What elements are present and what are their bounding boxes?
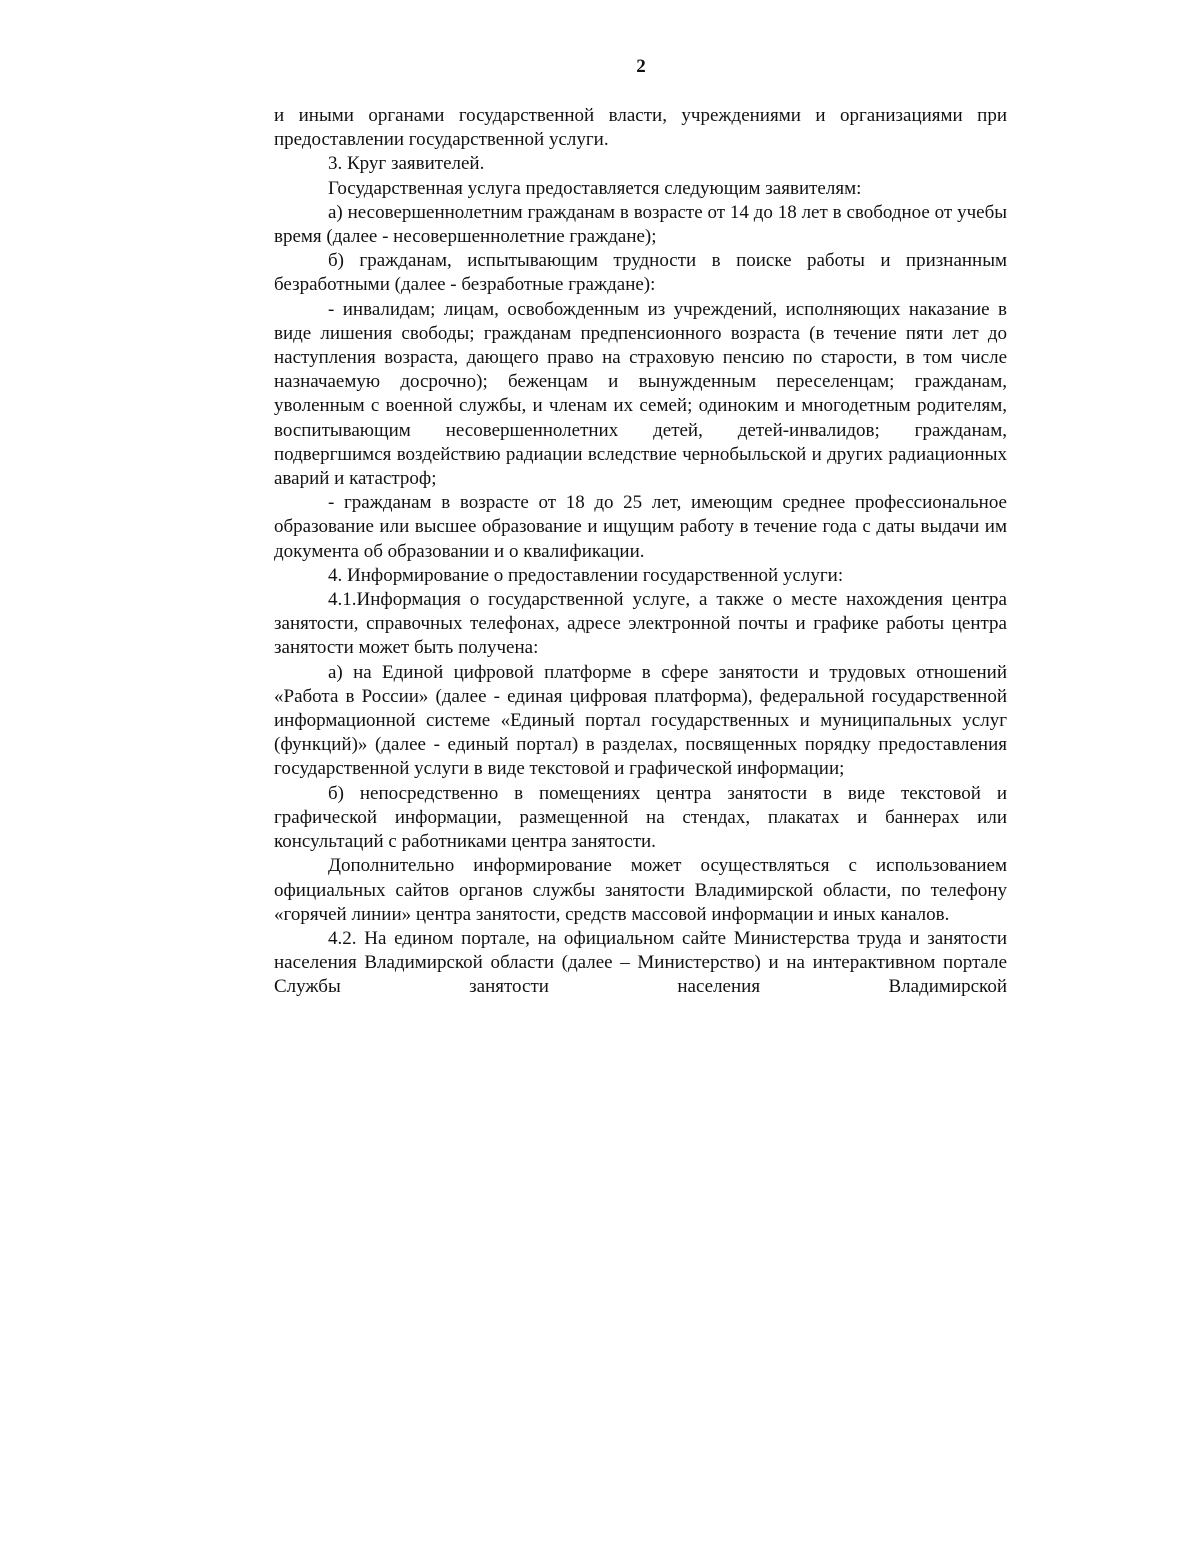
list-item: б) непосредственно в помещениях центра занятости в виде текстовой и графической информации, размещенной на стендах, плакатах и баннерах или консультаций с работниками центра занятости. [274,782,1007,853]
list-item: б) гражданам, испытывающим трудности в поиске работы и признанным безработными (далее - безработные граждане): [274,250,1007,296]
list-item: - гражданам в возрасте от 18 до 25 лет, имеющим среднее профессиональное образование или высшее образование и ищущим работу в течение года с даты выдачи им документа об образовании и о квалификации. [274,492,1007,562]
section-heading: 3. Круг заявителей. [328,153,485,175]
paragraph: и иными органами государственной власти, учреждениями и организациями при предоставлении государственной услуги. [274,105,1007,151]
list-item: а) несовершеннолетним гражданам в возрасте от 14 до 18 лет в свободное от учебы время (далее - несовершеннолетние граждане); [274,201,1007,248]
list-item: - инвалидам; лицам, освобожденным из учреждений, исполняющих наказание в виде лишения свободы; гражданам предпенсионного возраста (в течение пяти лет до наступления возраста, дающего право на страховую пенсию по старости, в том числе назначаемую досрочно); беженцам и вынужденным переселенцам; гражданам, уволенным с военной службы, и членам их семей; одиноким и многодетным родителям, воспитывающим несовершеннолетних детей, детей-инвалидов; гражданам, подвергшимся воздействию радиации вследствие чернобыльской и других радиационных аварий и катастроф; [274,298,1007,490]
paragraph: Дополнительно информирование может осуществляться с использованием официальных сайтов органов службы занятости Владимирской области, по телефону «горячей линии» центра занятости, средств массовой информации и иных каналов. [274,855,1007,925]
document-body [274,104,1007,1000]
section-heading: 4. Информирование о предоставлении государственной услуги: [328,564,844,586]
page-number: 2 [636,56,646,77]
paragraph: 4.2. На едином портале, на официальном сайте Министерства труда и занятости населения Владимирской области (далее – Министерство) и на интерактивном портале Службы занятости населения Владимирской [274,927,1007,998]
list-item: а) на Единой цифровой платформе в сфере занятости и трудовых отношений «Работа в России» (далее - единая цифровая платформа), федеральной государственной информационной системе «Единый портал государственных и муниципальных услуг (функций)» (далее - единый портал) в разделах, посвященных порядку предоставления государственной услуги в виде текстовой и графической информации; [274,661,1007,780]
paragraph: Государственная услуга предоставляется следующим заявителям: [328,177,862,199]
paragraph: 4.1.Информация о государственной услуге, а также о месте нахождения центра занятости, справочных телефонах, адресе электронной почты и графике работы центра занятости может быть получена: [274,589,1007,659]
